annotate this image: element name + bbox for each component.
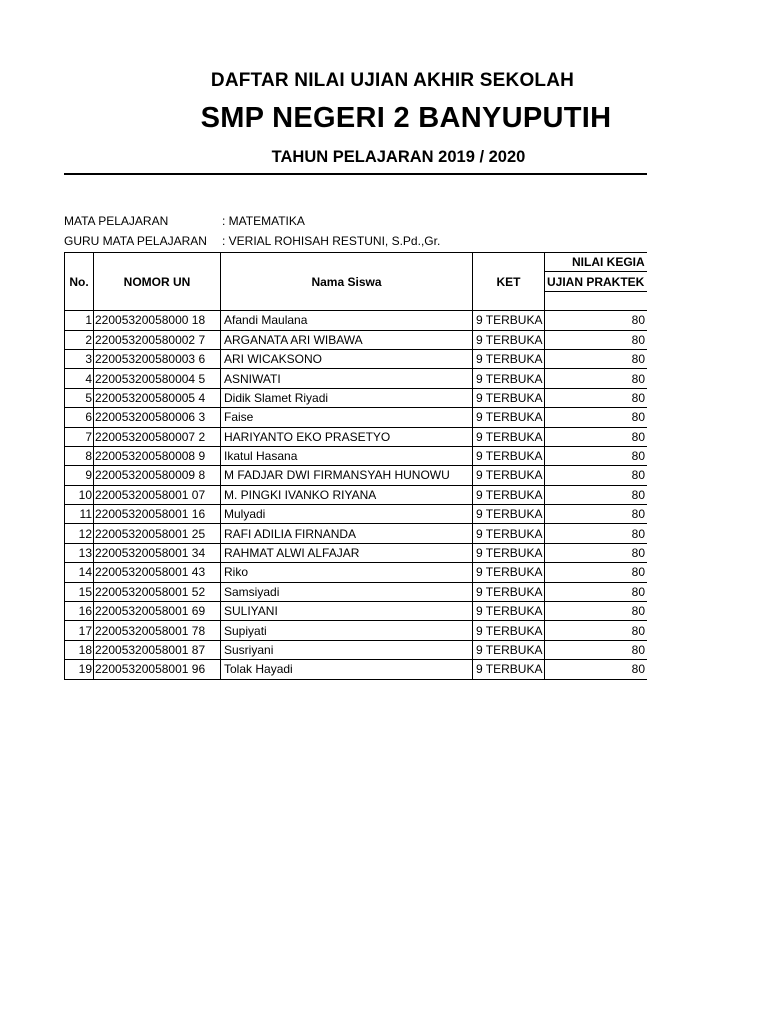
cell-nama-siswa: Mulyadi	[221, 505, 473, 524]
cell-nomor-un: 22005320058001 25	[94, 524, 221, 543]
cell-ket: 9 TERBUKA	[473, 427, 545, 446]
cell-nomor-un: 22005320058001 52	[94, 582, 221, 601]
academic-year: TAHUN PELAJARAN 2019 / 2020	[271, 148, 526, 166]
cell-ujian-praktek: 80	[545, 524, 648, 543]
cell-nomor-un: 22005320058001 69	[94, 602, 221, 621]
cell-no: 15	[65, 582, 94, 601]
cell-nama-siswa: Riko	[221, 563, 473, 582]
cell-ket: 9 TERBUKA	[473, 311, 545, 330]
cell-ujian-praktek: 80	[545, 330, 648, 349]
cell-nomor-un: 22005320058001 96	[94, 660, 221, 679]
cell-ujian-praktek: 80	[545, 446, 648, 465]
cell-ket: 9 TERBUKA	[473, 563, 545, 582]
cell-ket: 9 TERBUKA	[473, 543, 545, 562]
subject-value: : MATEMATIKA	[222, 214, 305, 228]
header-nama-siswa: Nama Siswa	[221, 253, 473, 311]
table-row	[65, 563, 648, 582]
cell-ket: 9 TERBUKA	[473, 330, 545, 349]
cell-no: 4	[65, 369, 94, 388]
cell-ujian-praktek: 80	[545, 543, 648, 562]
cell-ket: 9 TERBUKA	[473, 582, 545, 601]
cell-ket: 9 TERBUKA	[473, 466, 545, 485]
cell-nama-siswa: ARGANATA ARI WIBAWA	[221, 330, 473, 349]
cell-no: 10	[65, 485, 94, 504]
header-ujian-praktek: UJIAN PRAKTEK	[545, 272, 648, 291]
cell-nama-siswa: M FADJAR DWI FIRMANSYAH HUNOWU	[221, 466, 473, 485]
cell-nama-siswa: Tolak Hayadi	[221, 660, 473, 679]
cell-ujian-praktek: 80	[545, 505, 648, 524]
table-row	[65, 543, 648, 562]
cell-nama-siswa: HARIYANTO EKO PRASETYO	[221, 427, 473, 446]
cell-ujian-praktek: 80	[545, 311, 648, 330]
cell-nama-siswa: RAFI ADILIA FIRNANDA	[221, 524, 473, 543]
cell-ket: 9 TERBUKA	[473, 660, 545, 679]
cell-nomor-un: 220053200580009 8	[94, 466, 221, 485]
cell-nomor-un: 220053200580004 5	[94, 369, 221, 388]
cell-nama-siswa: Didik Slamet Riyadi	[221, 388, 473, 407]
cell-no: 7	[65, 427, 94, 446]
cell-ujian-praktek: 80	[545, 563, 648, 582]
cell-nomor-un: 22005320058001 34	[94, 543, 221, 562]
table-row	[65, 311, 648, 330]
cell-nama-siswa: Ikatul Hasana	[221, 446, 473, 465]
subject-label: MATA PELAJARAN	[64, 214, 169, 228]
cell-nomor-un: 220053200580008 9	[94, 446, 221, 465]
cell-ket: 9 TERBUKA	[473, 602, 545, 621]
cell-ujian-praktek: 80	[545, 602, 648, 621]
cell-no: 9	[65, 466, 94, 485]
table-row	[65, 660, 648, 679]
table-row	[65, 582, 648, 601]
cell-nama-siswa: Supiyati	[221, 621, 473, 640]
table-row	[65, 621, 648, 640]
table-row	[65, 485, 648, 504]
table-row	[65, 408, 648, 427]
table-row	[65, 466, 648, 485]
cell-ket: 9 TERBUKA	[473, 524, 545, 543]
cell-ket: 9 TERBUKA	[473, 408, 545, 427]
teacher-label: GURU MATA PELAJARAN	[64, 234, 207, 248]
table-row	[65, 349, 648, 368]
table-row	[65, 446, 648, 465]
cell-nomor-un: 22005320058000 18	[94, 311, 221, 330]
cell-ket: 9 TERBUKA	[473, 349, 545, 368]
table-row	[65, 427, 648, 446]
cell-no: 2	[65, 330, 94, 349]
cell-nomor-un: 22005320058001 16	[94, 505, 221, 524]
cell-ket: 9 TERBUKA	[473, 388, 545, 407]
cell-nama-siswa: M. PINGKI IVANKO RIYANA	[221, 485, 473, 504]
cell-no: 14	[65, 563, 94, 582]
cell-nomor-un: 220053200580002 7	[94, 330, 221, 349]
cell-ujian-praktek: 80	[545, 349, 648, 368]
cell-ket: 9 TERBUKA	[473, 446, 545, 465]
cell-no: 3	[65, 349, 94, 368]
cell-nomor-un: 22005320058001 43	[94, 563, 221, 582]
cell-ujian-praktek: 80	[545, 388, 648, 407]
table-row	[65, 505, 648, 524]
cell-no: 11	[65, 505, 94, 524]
cell-nama-siswa: Susriyani	[221, 640, 473, 659]
cell-ujian-praktek: 80	[545, 485, 648, 504]
cell-no: 17	[65, 621, 94, 640]
cell-ket: 9 TERBUKA	[473, 640, 545, 659]
header-nilai-kegiatan: NILAI KEGIA	[545, 253, 648, 272]
cell-ket: 9 TERBUKA	[473, 485, 545, 504]
cell-ujian-praktek: 80	[545, 582, 648, 601]
grades-table	[64, 252, 647, 680]
cell-no: 1	[65, 311, 94, 330]
cell-no: 16	[65, 602, 94, 621]
cell-ujian-praktek: 80	[545, 621, 648, 640]
header-nomor-un: NOMOR UN	[94, 253, 221, 311]
cell-nama-siswa: Afandi Maulana	[221, 311, 473, 330]
cell-nomor-un: 220053200580007 2	[94, 427, 221, 446]
table-row	[65, 388, 648, 407]
cell-nama-siswa: Samsiyadi	[221, 582, 473, 601]
cell-nama-siswa: ASNIWATI	[221, 369, 473, 388]
cell-no: 13	[65, 543, 94, 562]
table-row	[65, 524, 648, 543]
cell-ujian-praktek: 80	[545, 408, 648, 427]
cell-no: 5	[65, 388, 94, 407]
cell-nomor-un: 22005320058001 78	[94, 621, 221, 640]
cell-ujian-praktek: 80	[545, 640, 648, 659]
header-ket: KET	[473, 253, 545, 311]
cell-ujian-praktek: 80	[545, 466, 648, 485]
cell-ket: 9 TERBUKA	[473, 505, 545, 524]
cell-ket: 9 TERBUKA	[473, 621, 545, 640]
grades-sheet	[64, 252, 647, 680]
cell-nama-siswa: Faise	[221, 408, 473, 427]
cell-no: 18	[65, 640, 94, 659]
school-name: SMP NEGERI 2 BANYUPUTIH	[200, 102, 612, 134]
cell-no: 8	[65, 446, 94, 465]
cell-ujian-praktek: 80	[545, 369, 648, 388]
header-blank	[545, 291, 648, 310]
cell-ujian-praktek: 80	[545, 427, 648, 446]
teacher-value: : VERIAL ROHISAH RESTUNI, S.Pd.,Gr.	[222, 234, 441, 248]
table-row	[65, 640, 648, 659]
cell-nomor-un: 220053200580003 6	[94, 349, 221, 368]
cell-no: 12	[65, 524, 94, 543]
cell-nama-siswa: SULIYANI	[221, 602, 473, 621]
cell-ujian-praktek: 80	[545, 660, 648, 679]
cell-no: 19	[65, 660, 94, 679]
cell-nomor-un: 22005320058001 07	[94, 485, 221, 504]
cell-nomor-un: 220053200580006 3	[94, 408, 221, 427]
table-row	[65, 330, 648, 349]
header-row-1	[65, 253, 648, 272]
cell-nama-siswa: ARI WICAKSONO	[221, 349, 473, 368]
cell-nomor-un: 22005320058001 87	[94, 640, 221, 659]
header-divider	[64, 173, 647, 175]
header-no: No.	[65, 253, 94, 311]
table-row	[65, 369, 648, 388]
cell-no: 6	[65, 408, 94, 427]
cell-ket: 9 TERBUKA	[473, 369, 545, 388]
cell-nomor-un: 220053200580005 4	[94, 388, 221, 407]
document-title: DAFTAR NILAI UJIAN AKHIR SEKOLAH	[210, 70, 575, 91]
cell-nama-siswa: RAHMAT ALWI ALFAJAR	[221, 543, 473, 562]
table-row	[65, 602, 648, 621]
